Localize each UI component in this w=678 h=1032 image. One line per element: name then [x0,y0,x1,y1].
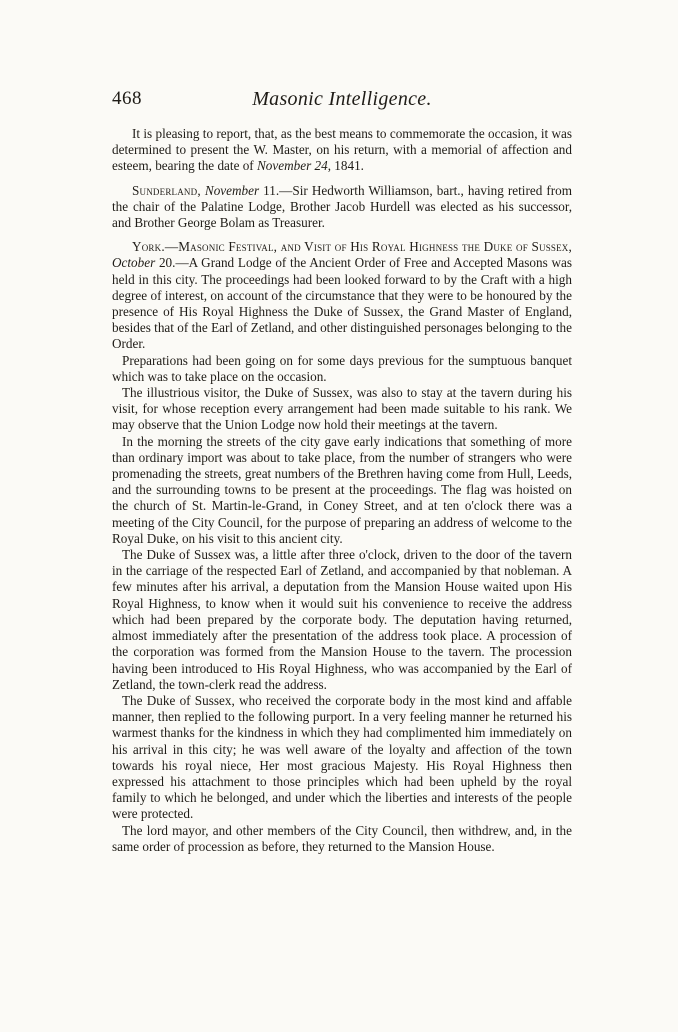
section-lead-sunderland: Sunderland, [132,182,201,198]
paragraph-york-festival: York.—Masonic Festival, and Visit of His Royal Highness the Duke of Sussex, October 20.—A Grand Lodge of the Ancient Order of Free and Accepted Masons was held in this city. The proceedings had been looked forward to by the Craft with a high degree of interest, on account of the circumstance that they were to be honoured by the presence of His Royal Highness the Duke of Sussex, the Grand Master of England, besides that of the Earl of Zetland, and other distinguished personages belonging to the Order. [112,239,572,352]
paragraph-illustrious-visitor: The illustrious visitor, the Duke of Sussex, was also to stay at the tavern during his visit, for whose reception every arrangement had been made suitable to his rank. We may observe that the Union Lodge now hold their meetings at the tavern. [112,385,572,433]
date-italic: November 24 [257,158,328,174]
article-body [112,126,572,855]
paragraph-duke-reply: The Duke of Sussex, who received the corporate body in the most kind and affable manner, then replied to the following purport. In a very feeling manner he returned his warmest thanks for the kindness in which they had complimented him immediately on his arrival in this city; he was well aware of the loyalty and affection of the town towards his royal niece, Her most gracious Majesty. His Royal Highness then expressed his attachment to those principles which had been upheld by the royal family to which he belonged, and under which the liberties and interests of the people were protected. [112,692,572,822]
page-header [112,88,572,118]
paragraph-council-withdrew: The lord mayor, and other members of the City Council, then withdrew, and, in the same order of procession as before, they returned to the Mansion House. [112,822,572,854]
section-lead-york: York.—Masonic Festival, and Visit of His Royal Highness the Duke of Sussex, [132,239,572,255]
paragraph-commemoration: It is pleasing to report, that, as the best means to commemorate the occasion, it was determined to present the W. Master, on his return, with a memorial of affection and esteem, bearing the date of November 24, 1841. [112,126,572,174]
paragraph-sunderland: Sunderland, November 11.—Sir Hedworth Williamson, bart., having retired from the chair of the Palatine Lodge, Brother Jacob Hurdell was elected as his successor, and Brother George Bolam as Treasurer. [112,182,573,231]
date-italic: October [112,255,156,271]
paragraph-duke-arrival: The Duke of Sussex was, a little after three o'clock, driven to the door of the tavern in the carriage of the respected Earl of Zetland, and accompanied by that nobleman. A few minutes after his arrival, a deputation from the Mansion House waited upon His Royal Highness, to know when it would suit his convenience to receive the address which had been prepared by the corporate body. The deputation having returned, almost immediately after the presentation of the address took place. A procession of the corporation was formed from the Mansion House to the tavern. The procession having been introduced to His Royal Highness, who was accompanied by the Earl of Zetland, the town-clerk read the address. [112,547,572,692]
paragraph-morning-streets: In the morning the streets of the city gave early indications that something of more than ordinary import was about to take place, from the number of strangers who were promenading the streets, great numbers of the Brethren having come from Hull, Leeds, and the surrounding towns to be present at the proceedings. The flag was hoisted on the church of St. Martin-le-Grand, in Coney Street, and at ten o'clock there was a meeting of the City Council, for the purpose of preparing an address of welcome to the Royal Duke, on his visit to this ancient city. [112,433,572,546]
paragraph-preparations: Preparations had been going on for some days previous for the sumptuous banquet which was to take place on the occasion. [112,352,572,384]
date-italic: November [204,182,260,198]
page-number: 468 [112,88,142,109]
running-title: Masonic Intelligence. [252,88,432,110]
